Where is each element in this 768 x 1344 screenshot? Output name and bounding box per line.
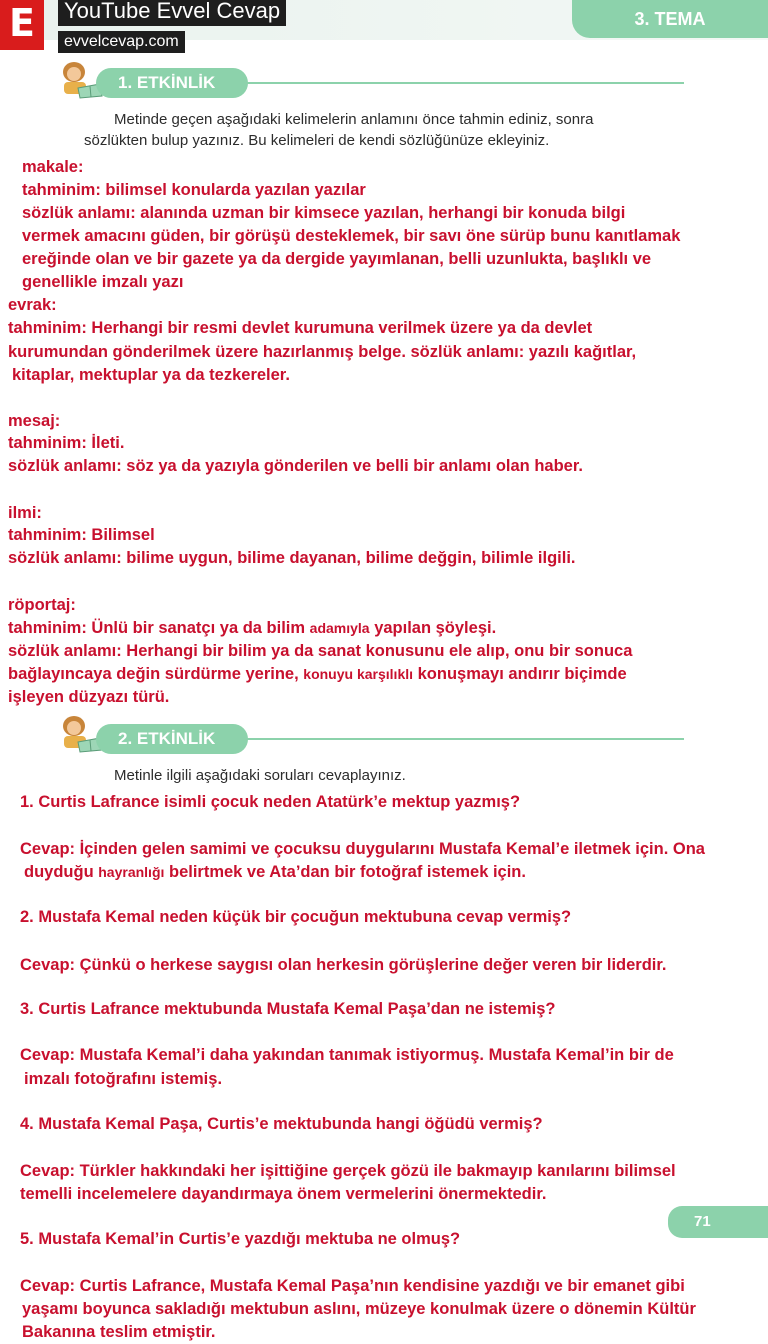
answer-4-line-2: temelli incelemelere dayandırmaya önem vermelerini önermektedir. [20, 1185, 547, 1203]
mesaj-def: sözlük anlamı: söz ya da yazıyla gönderilen ve belli bir anlamı olan haber. [8, 457, 583, 475]
mesaj-head: mesaj: [8, 412, 61, 430]
roportaj-def-2a: bağlayıncaya değin sürdürme yerine, [8, 665, 299, 683]
etkinlik1-divider [226, 82, 684, 84]
page-number: 71 [668, 1206, 768, 1238]
makale-head: makale: [22, 158, 84, 176]
answer-1-line-2b: hayranlığı [98, 864, 165, 880]
answer-5-line-1: Cevap: Curtis Lafrance, Mustafa Kemal Paşa’nın kendisine yazdığı ve bir emanet gibi [20, 1277, 685, 1295]
roportaj-guess-a: tahminim: Ünlü bir sanatçı ya da bilim [8, 619, 306, 637]
roportaj-def-3: işleyen düzyazı türü. [8, 688, 170, 706]
evrak-line-2: kurumundan gönderilmek üzere hazırlanmış belge. sözlük anlamı: yazılı kağıtlar, [8, 343, 637, 361]
evrak-head: evrak: [8, 296, 57, 314]
ilmi-def: sözlük anlamı: bilime uygun, bilime dayanan, bilime değgin, bilimle ilgili. [8, 549, 576, 567]
roportaj-def-1: sözlük anlamı: Herhangi bir bilim ya da sanat konusunu ele alıp, onu bir sonuca [8, 642, 633, 660]
makale-def-2: vermek amacını güden, bir görüşü desteklemek, bir savı öne sürüp bunu kanıtlamak [22, 227, 681, 245]
roportaj-def-2c: konuşmayı andırır biçimde [417, 665, 627, 683]
question-4: 4. Mustafa Kemal Paşa, Curtis’e mektubunda hangi öğüdü vermiş? [20, 1115, 543, 1133]
mesaj-guess: tahminim: İleti. [8, 434, 125, 452]
makale-def-1: sözlük anlamı: alanında uzman bir kimsece yazılan, herhangi bir konuda bilgi [22, 204, 626, 222]
answer-5-line-2: yaşamı boyunca sakladığı mektubun aslını, müzeye konulmak üzere o dönemin Kültür [22, 1300, 696, 1318]
answer-1-line-2a: duyduğu [24, 863, 94, 881]
roportaj-def-2 [8, 665, 627, 684]
answer-2: Cevap: Çünkü o herkese saygısı olan herkesin görüşlerine değer veren bir liderdir. [20, 956, 667, 974]
etkinlik1-title: 1. ETKİNLİK [96, 68, 248, 98]
etkinlik2-divider [226, 738, 684, 740]
roportaj-def-2b: konuyu karşılıklı [303, 666, 414, 682]
etkinlik2-instruction: Metinle ilgili aşağıdaki soruları cevaplayınız. [114, 767, 406, 784]
answer-4-line-1: Cevap: Türkler hakkındaki her işittiğine gerçek gözü ile bakmayıp kanılarını bilimsel [20, 1162, 676, 1180]
question-5: 5. Mustafa Kemal’in Curtis’e yazdığı mektuba ne olmuş? [20, 1230, 461, 1248]
answer-1-line-2c: belirtmek ve Ata’dan bir fotoğraf istemek için. [168, 863, 526, 881]
answer-1-line-1: Cevap: İçinden gelen samimi ve çocuksu duygularını Mustafa Kemal’e iletmek için. Ona [20, 840, 705, 858]
logo-e: E [0, 0, 44, 50]
roportaj-guess-c: yapılan şöyleşi. [374, 619, 497, 637]
evrak-line-3: kitaplar, mektuplar ya da tezkereler. [12, 366, 290, 384]
answer-3-line-2: imzalı fotoğrafını istemiş. [24, 1070, 223, 1088]
roportaj-guess-b: adamıyla [309, 620, 370, 636]
etkinlik1-instruction-1: Metinde geçen aşağıdaki kelimelerin anlamını önce tahmin ediniz, sonra [114, 111, 594, 128]
roportaj-head: röportaj: [8, 596, 76, 614]
theme-badge: 3. TEMA [572, 0, 768, 38]
makale-def-3: ereğinde olan ve bir gazete ya da dergide yayımlanan, belli uzunlukta, başlıklı ve [22, 250, 652, 268]
ilmi-guess: tahminim: Bilimsel [8, 526, 155, 544]
question-2: 2. Mustafa Kemal neden küçük bir çocuğun mektubuna cevap vermiş? [20, 908, 572, 926]
question-3: 3. Curtis Lafrance mektubunda Mustafa Kemal Paşa’dan ne istemiş? [20, 1000, 556, 1018]
makale-guess: tahminim: bilimsel konularda yazılan yazılar [22, 181, 366, 199]
answer-3-line-1: Cevap: Mustafa Kemal’i daha yakından tanımak istiyormuş. Mustafa Kemal’in bir de [20, 1046, 674, 1064]
ilmi-head: ilmi: [8, 504, 42, 522]
brand-label: YouTube Evvel Cevap [58, 0, 286, 26]
etkinlik2-title: 2. ETKİNLİK [96, 724, 248, 754]
question-1: 1. Curtis Lafrance isimli çocuk neden Atatürk’e mektup yazmış? [20, 793, 521, 811]
evrak-line-1: tahminim: Herhangi bir resmi devlet kurumuna verilmek üzere ya da devlet [8, 319, 593, 337]
site-label: evvelcevap.com [58, 31, 185, 53]
answer-5-line-3: Bakanına teslim etmiştir. [22, 1323, 216, 1341]
roportaj-guess [8, 619, 496, 638]
makale-def-4: genellikle imzalı yazı [22, 273, 184, 291]
etkinlik1-instruction-2: sözlükten bulup yazınız. Bu kelimeleri de kendi sözlüğünüze ekleyiniz. [84, 132, 550, 149]
answer-1-line-2 [24, 863, 526, 882]
